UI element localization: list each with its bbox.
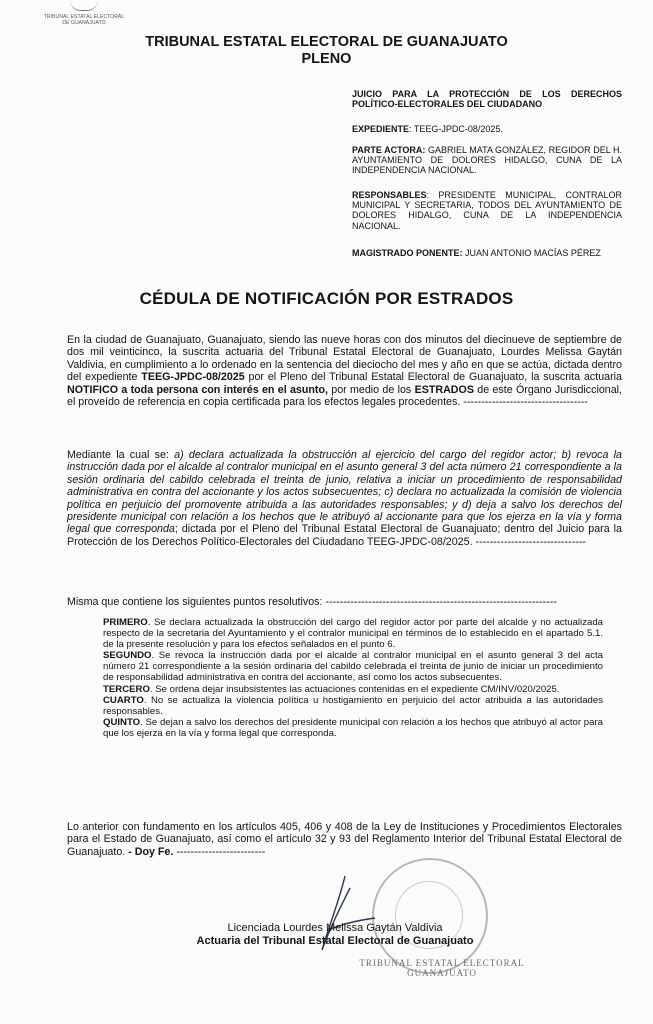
resolutivo-text: . Se revoca la instrucción dada por el alcalde al contralor municipal en el asunto general 3 del acta número 21 correspondiente a la sesión ordinaria del cabildo celebrada el treinta de junio de iniciar un procedimiento de responsabilidad administrativa en contra del accionante, así como los actos subsecuentes. (103, 650, 603, 684)
resolutivo-tercero (103, 684, 603, 695)
p1-text-c: por el Pleno del Tribunal Estatal Electoral de Guanajuato, la suscrita actuaria (244, 371, 622, 384)
parte-actora-label: PARTE ACTORA: (352, 145, 426, 155)
mediante-paragraph (67, 449, 622, 548)
resolutivo-label: QUINTO (103, 716, 141, 728)
expediente-value: : TEEG-JPDC-08/2025. (409, 124, 503, 134)
expediente-label: EXPEDIENTE (352, 124, 410, 134)
signatory-name: Licenciada Lourdes Melissa Gaytán Valdivia (227, 922, 443, 934)
p1-estrados: ESTRADOS (414, 383, 474, 396)
tribunal-logo (34, 0, 134, 26)
p2-text-c: ; dictada por el Pleno del Tribunal Estatal Electoral de Guanajuato; dentro del Juicio para la Protección de los Derechos Político-Electorales del Ciudadano TEEG-JPDC-08/2025. ------------------------------- (67, 523, 622, 548)
document-subtitle: PLENO (301, 51, 352, 67)
responsables-label: RESPONSABLES (352, 190, 427, 200)
p1-notifico: NOTIFICO a toda persona con interés en el asunto, (67, 383, 328, 396)
p1-text-e: por medio de los (327, 383, 415, 396)
cedula-title: CÉDULA DE NOTIFICACIÓN POR ESTRADOS (139, 289, 514, 308)
parte-actora (352, 145, 622, 176)
document-title: TRIBUNAL ESTATAL ELECTORAL DE GUANAJUATO (145, 34, 508, 50)
p4-dashes: ------------------------- (173, 845, 266, 858)
p1-text-g: de este Órgano Jurisdiccional, el proveído de referencia en copia certificada para los efectos legales procedentes. ----------------------------------- (67, 383, 623, 409)
resolutivo-text: . Se dejan a salvo los derechos del presidente municipal con relación a los hechos que atribuyó al actor para que los ejerza en la vía y forma legal que corresponda. (103, 716, 603, 739)
magistrado-ponente (352, 248, 622, 258)
stamp-line-1: TRIBUNAL ESTATAL ELECTORAL (359, 958, 525, 968)
p2-italic-text: a) declara actualizada la obstrucción al ejercicio del cargo del regidor actor; b) revoca la instrucción dada por el alcalde al contralor municipal en el asunto general 3 del acta número 21 correspondiente a la sesión ordinaria del cabildo celebrada el treinta de junio, relativa a iniciar un procedimiento de responsabilidad administrativa en contra del accionante y los actos subsecuentes; c) declara no actualizada la comisión de violencia política en perjuicio del promovente atribuida a las autoridades responsables; y d) deja a salvo los derechos del presidente municipal con relación a los hechos que le atribuyó al accionante para que los ejerza en la vía y forma legal que corresponda (67, 449, 622, 536)
tribunal-stamp (342, 958, 542, 978)
resolutivo-label: SEGUNDO (103, 650, 152, 662)
resolutivo-text: . Se declara actualizada la obstrucción del cargo del regidor actor por parte del alcalde y no actualizada respecto de la secretaria del Ayuntamiento y el contralor municipal en términos de lo establecido en el apartado 5.1. de la presente resolución y para los efectos señalados en el punto 6. (103, 617, 603, 651)
notification-paragraph (67, 334, 622, 408)
magistrado-value: JUAN ANTONIO MACÍAS PÉREZ (462, 248, 601, 258)
parte-actora-value: GABRIEL MATA GONZÁLEZ, REGIDOR DEL H. AYUNTAMIENTO DE DOLORES HIDALGO, CUNA DE LA INDEPENDENCIA NACIONAL. (352, 145, 622, 176)
doy-fe: - Doy Fe. (128, 845, 174, 858)
responsables-value: : PRESIDENTE MUNICIPAL, CONTRALOR MUNICIPAL Y SECRETARIA, TODOS DEL AYUNTAMIENTO DE DOLORES HIDALGO, CUNA DE LA INDEPENDENCIA NACIONAL. (352, 190, 622, 231)
resolutivo-segundo (103, 650, 603, 683)
magistrado-label: MAGISTRADO PONENTE: (352, 248, 463, 258)
signatory-role: Actuaria del Tribunal Estatal Electoral de Guanajuato (196, 935, 474, 947)
expediente (352, 124, 622, 134)
tribunal-emblem-icon (70, 0, 98, 11)
p1-text-a: En la ciudad de Guanajuato, Guanajuato, siendo las nueve horas con dos minutos del diecinueve de septiembre de dos mil veinticinco, la suscrita actuaria del Tribunal Estatal Electoral de Guanajuato, Lourdes Melissa Gaytán Valdivia, en cumplimiento a lo ordenado en la sentencia del dieciocho del mes y año en que se actúa, dictada dentro del expediente (67, 334, 622, 384)
resolutivo-label: PRIMERO (103, 617, 148, 628)
p2-text-a: Mediante la cual se: (67, 449, 175, 461)
responsables (352, 190, 622, 231)
stamp-line-2: GUANAJUATO (407, 968, 477, 978)
fundamento-paragraph (67, 821, 622, 858)
resolutivo-cuarto (103, 695, 603, 717)
resolutivo-quinto (103, 717, 603, 739)
resolutivo-label: TERCERO (103, 683, 150, 695)
resolutivos-list (103, 617, 603, 739)
resolutivo-text: . No se actualiza la violencia política u hostigamiento en perjuicio del actor atribuida a las autoridades responsables. (103, 694, 603, 717)
logo-line-1: TRIBUNAL ESTATAL ELECTORAL (43, 14, 125, 20)
logo-line-2: DE GUANAJUATO (62, 20, 106, 26)
p4-text-a: Lo anterior con fundamento en los artículos 405, 406 y 408 de la Ley de Instituciones y Procedimientos Electorales para el Estado de Guanajuato, así como el artículo 32 y 93 del Reglamento Interior del Tribunal Estatal Electoral de Guanajuato. (67, 821, 622, 858)
resolutivo-label: CUARTO (103, 694, 144, 706)
resolutivo-primero (103, 617, 603, 650)
juicio-type: JUICIO PARA LA PROTECCIÓN DE LOS DERECHOS POLÍTICO-ELECTORALES DEL CIUDADANO (352, 89, 622, 110)
resolutivo-text: . Se ordena dejar insubsistentes las actuaciones contenidas en el expediente CM/INV/020/2025. (149, 683, 560, 695)
resolutivos-intro: Misma que contiene los siguientes puntos resolutivos: ----------------------------------------------------------------- (67, 596, 557, 608)
p1-expediente: TEEG-JPDC-08/2025 (141, 371, 245, 384)
